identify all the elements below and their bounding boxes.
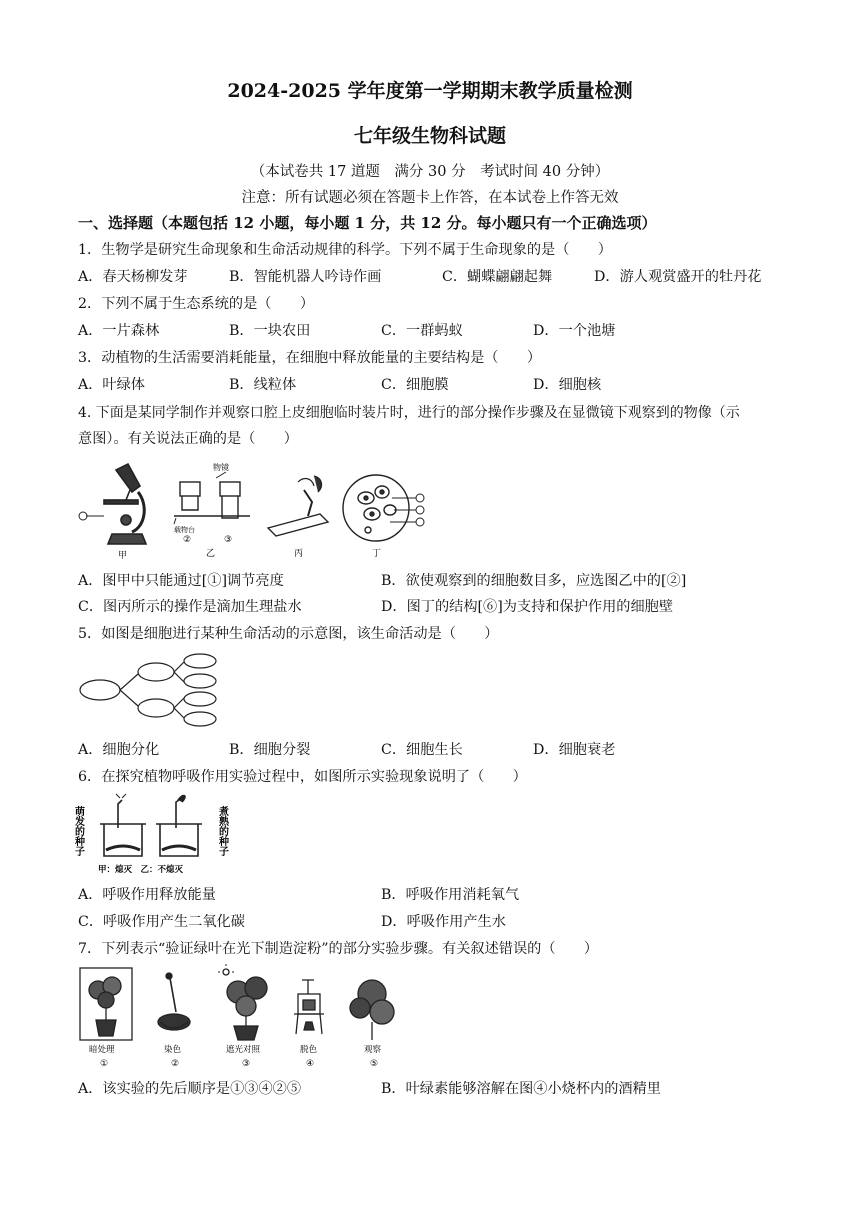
q6-option-b: B．呼吸作用消耗氧气 [381,887,520,903]
q3-option-b: B．线粒体 [229,377,297,393]
cell-view-diagram [343,475,424,541]
q7-starch-experiment-figure [76,964,402,1070]
microscope-diagram [79,464,146,544]
q1-stem: 1．生物学是研究生命现象和生命活动规律的科学。下列不属于生命现象的是（ ） [78,242,612,258]
exam-title: 2024-2025 学年度第一学期期末教学质量检测 [227,80,633,102]
q7-stem: 7．下列表示“验证绿叶在光下制造淀粉”的部分实验步骤。有关叙述错误的（ ） [78,941,599,957]
q6-label-right: 煮熟的种子 [216,806,228,856]
q6-caption: 甲：熄灭 乙：不熄灭 [98,865,184,875]
fig-label-wujing: 物镜 [213,463,229,472]
q1-option-d: D．游人观赏盛开的牡丹花 [594,269,762,285]
q7-step1-plant-in-dark [80,968,132,1040]
q7-option-a: A．该实验的先后顺序是①③④②⑤ [78,1081,302,1097]
q5-option-c: C．细胞生长 [381,742,463,758]
q4-stem-line2: 意图）。有关说法正确的是（ ） [78,431,298,447]
q2-option-b: B．一块农田 [229,323,311,339]
fig-label-yi: 乙 [206,549,216,559]
q2-option-d: D．一个池塘 [533,323,616,339]
q5-stem: 5．如图是细胞进行某种生命活动的示意图，该生命活动是（ ） [78,626,499,642]
q7-step4-decolorize [294,980,324,1034]
section-heading: 一、选择题（本题包括 12 小题，每小题 1 分，共 12 分。每小题只有一个正确选项） [78,214,657,232]
exam-info: （本试卷共 17 道题 满分 30 分 考试时间 40 分钟） [250,164,610,180]
fig-label-ding: 丁 [372,549,382,559]
q7-step-label-5: 观察 [364,1045,382,1055]
q4-option-a: A．图甲中只能通过[①]调节亮度 [78,573,284,589]
q6-jar-right [156,796,202,856]
q7-step-label-1: 暗处理 [89,1045,115,1055]
q2-stem: 2．下列不属于生态系统的是（ ） [78,296,315,312]
fig-label-num3: ③ [224,535,233,545]
q2-option-a: A．一片森林 [78,323,160,339]
q6-label-left: 萌发的种子 [72,806,84,856]
q3-option-d: D．细胞核 [533,377,602,393]
q4-option-c: C．图丙所示的操作是滴加生理盐水 [78,599,302,615]
fig-label-num2: ② [183,535,192,545]
q6-option-d: D．呼吸作用产生水 [381,914,506,930]
q4-figure [76,456,438,562]
q3-option-a: A．叶绿体 [78,377,145,393]
q5-option-a: A．细胞分化 [78,742,160,758]
q6-stem: 6．在探究植物呼吸作用实验过程中，如图所示实验现象说明了（ ） [78,769,527,785]
q7-step3-shading [218,964,267,1040]
q5-option-d: D．细胞衰老 [533,742,616,758]
q7-step-num-1: ① [100,1059,109,1069]
q7-step5-observe [350,980,394,1040]
q3-option-c: C．细胞膜 [381,377,449,393]
q7-step-num-5: ⑤ [370,1059,379,1069]
q3-stem: 3．动植物的生活需要消耗能量，在细胞中释放能量的主要结构是（ ） [78,350,542,366]
q5-cell-division-figure [76,650,220,730]
fig-label-zaiwutai: 载物台 [174,526,195,534]
q6-jar-left [100,794,146,856]
q5-option-b: B．细胞分裂 [229,742,311,758]
q7-step-label-4: 脱色 [300,1045,318,1055]
exam-subtitle: 七年级生物科试题 [353,125,506,147]
q6-option-a: A．呼吸作用释放能量 [78,887,216,903]
q7-step-label-2: 染色 [164,1045,182,1055]
q7-step-label-3: 遮光对照 [226,1045,261,1055]
q7-step-num-3: ③ [242,1059,251,1069]
q7-step-num-4: ④ [306,1059,315,1069]
dropper-diagram [268,476,328,536]
q2-option-c: C．一群蚂蚁 [381,323,463,339]
fig-label-bing: 丙 [294,549,304,559]
fig-label-jia: 甲 [118,551,128,561]
q1-option-b: B．智能机器人吟诗作画 [229,269,382,285]
exam-notice: 注意：所有试题必须在答题卡上作答，在本试卷上作答无效 [241,190,619,206]
q6-respiration-figure [72,792,240,876]
q4-option-d: D．图丁的结构[⑥]为支持和保护作用的细胞壁 [381,599,674,615]
q4-stem-line1: 4. 下面是某同学制作并观察口腔上皮细胞临时装片时，进行的部分操作步骤及在显微镜下观察到的物像（示 [78,405,740,421]
q6-option-c: C．呼吸作用产生二氧化碳 [78,914,245,930]
objective-lens-diagram [174,472,250,524]
q1-option-c: C．蝴蝶翩翩起舞 [442,269,553,285]
q7-step-num-2: ② [171,1059,180,1069]
q7-step2-staining [158,973,190,1030]
q7-option-b: B．叶绿素能够溶解在图④小烧杯内的酒精里 [381,1081,661,1097]
q4-option-b: B．欲使观察到的细胞数目多，应选图乙中的[②] [381,573,687,589]
q1-option-a: A．春天杨柳发芽 [78,269,188,285]
